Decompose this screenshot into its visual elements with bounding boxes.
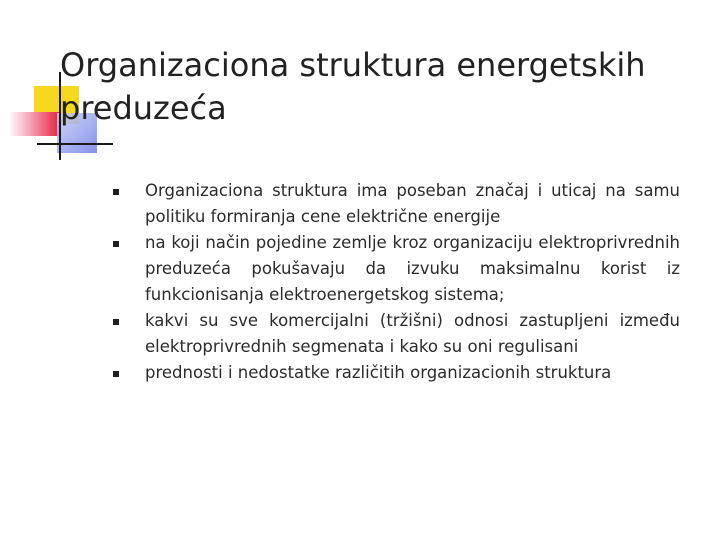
square-bullet-icon [113, 319, 119, 325]
square-bullet-icon [113, 189, 119, 195]
square-bullet-icon [113, 241, 119, 247]
square-bullet-icon [113, 371, 119, 377]
bullet-text: prednosti i nedostatke različitih organizacionih struktura [145, 363, 612, 382]
logo-red-bar [8, 112, 60, 136]
bullet-item [113, 178, 680, 230]
slide-title-line-1: Organizaciona struktura energetskih [60, 46, 646, 84]
bullet-item [113, 360, 680, 386]
slide-title [60, 44, 700, 130]
logo-horizontal-line [37, 143, 113, 145]
bullet-item [113, 308, 680, 360]
bullet-text: kakvi su sve komercijalni (tržišni) odnosi zastupljeni između elektroprivrednih segmenata i kako su oni regulisani [145, 311, 680, 356]
bullet-list [113, 178, 680, 386]
bullet-item [113, 230, 680, 308]
bullet-text: na koji način pojedine zemlje kroz organizaciju elektroprivrednih preduzeća pokušavaju da izvuku maksimalnu korist iz funkcionisanja elektroenergetskog sistema; [145, 233, 680, 304]
slide-title-line-2: preduzeća [60, 89, 227, 127]
bullet-text: Organizaciona struktura ima poseban značaj i uticaj na samu politiku formiranja cene električne energije [145, 181, 680, 226]
